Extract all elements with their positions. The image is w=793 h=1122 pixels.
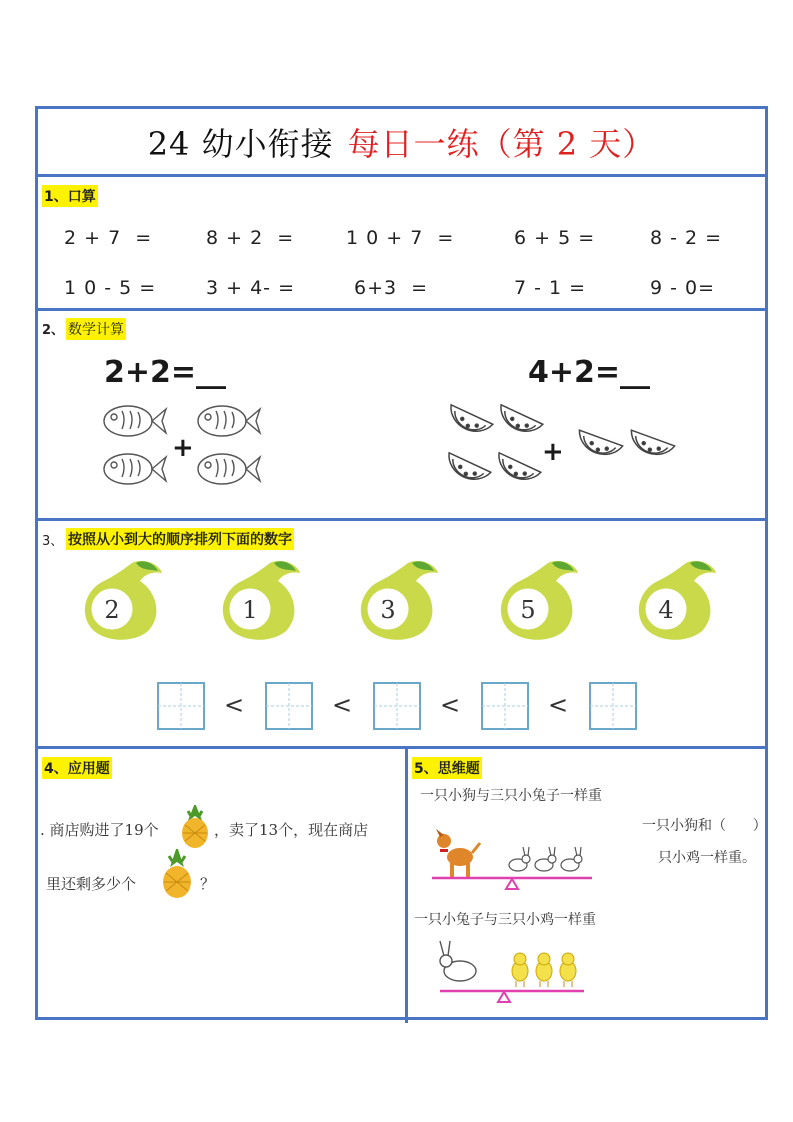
section-math-calc: [38, 311, 765, 521]
page-title: [148, 119, 656, 165]
pear-number-card: [636, 557, 722, 643]
less-than-sign: <: [548, 691, 569, 719]
premise-text: 一只小狗与三只小兔子一样重: [420, 788, 602, 804]
less-than-sign: <: [332, 691, 353, 719]
problem-text: . 商店购进了19个: [40, 821, 159, 839]
balance-dog-rabbits: [430, 819, 596, 891]
picture-equation-1: 2+2=__: [104, 355, 227, 390]
title-row: [38, 109, 765, 177]
pear-number-card: [82, 557, 168, 643]
section-heading: 按照从小到大的顺序排列下面的数字: [66, 528, 294, 550]
dog-icon: [436, 829, 480, 877]
section-word-problem: [38, 749, 405, 1023]
question-text: 只小鸡一样重。: [658, 850, 756, 866]
equation: 1 0 - 5 =: [64, 277, 157, 299]
equation: 3 + 4- =: [206, 277, 295, 299]
problem-text: ，卖了13个，现在商店: [214, 821, 369, 839]
equation: 8 + 2 =: [206, 227, 295, 249]
less-than-sign: <: [440, 691, 461, 719]
worksheet: [35, 106, 768, 1020]
section-number: 2、: [42, 323, 65, 338]
plus-sign: +: [172, 433, 194, 463]
question-text: 一只小狗和（ ）: [642, 818, 767, 834]
section-oral-calc: [38, 177, 765, 311]
pear-number-card: [220, 557, 306, 643]
section-heading: 5、思维题: [412, 757, 482, 779]
less-than-sign: <: [224, 691, 245, 719]
equation: 2 + 7 =: [64, 227, 153, 249]
pear-number: 1: [242, 596, 258, 624]
pear-number: 5: [520, 596, 536, 624]
equation: 8 - 2 =: [650, 227, 723, 249]
problem-text: 里还剩多少个: [46, 875, 137, 893]
section-number: 3、: [42, 534, 64, 549]
equation: 7 - 1 =: [514, 277, 587, 299]
balance-rabbit-chicks: [438, 939, 588, 1005]
pineapple-icon: [160, 849, 194, 899]
section-heading: 数学计算: [66, 318, 126, 340]
pear-number: 2: [104, 596, 120, 624]
section-heading: 4、应用题: [42, 757, 112, 779]
plus-sign: +: [542, 437, 564, 467]
section-thinking: [408, 749, 768, 1023]
problem-text: ？: [200, 875, 216, 893]
pineapple-icon: [178, 805, 212, 849]
pear-number-card: [358, 557, 444, 643]
equation: 6 + 5 =: [514, 227, 596, 249]
picture-equation-2: 4+2=__: [528, 355, 651, 390]
title-sub: 每日一练（第 2 天）: [347, 124, 656, 163]
section-heading: 1、口算: [42, 185, 98, 207]
equation: 6+3 =: [354, 277, 429, 299]
equation: 9 - 0=: [650, 277, 716, 299]
pear-number: 4: [658, 596, 674, 624]
pear-number-card: [498, 557, 584, 643]
section-ordering: [38, 521, 765, 749]
rabbit-icon: [440, 941, 476, 981]
title-main: 24 幼小衔接: [147, 124, 334, 163]
pear-number: 3: [380, 596, 396, 624]
premise-text: 一只小兔子与三只小鸡一样重: [414, 912, 596, 928]
equation: 1 0 + 7 =: [346, 227, 455, 249]
